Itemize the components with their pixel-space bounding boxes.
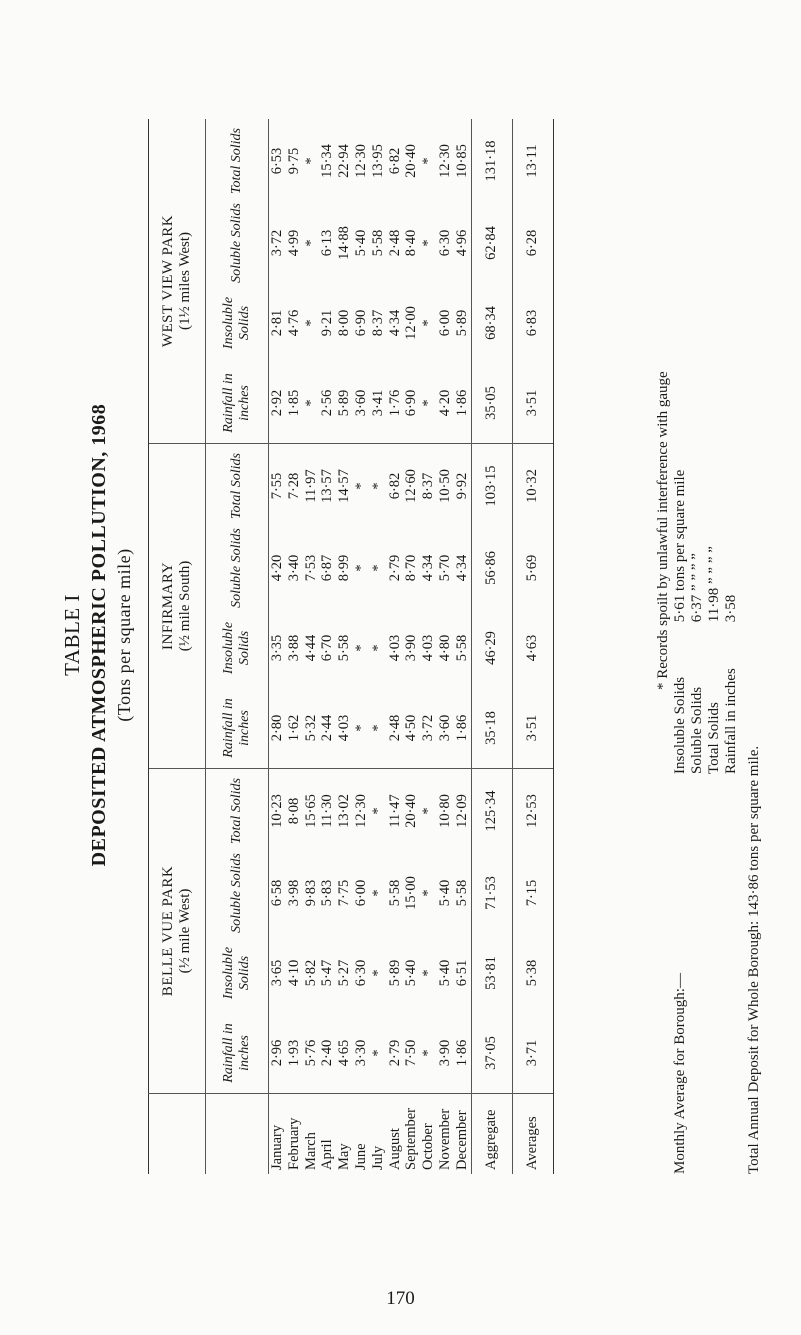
- table-row: [454, 119, 471, 1174]
- table-cell: 3·35: [269, 634, 285, 662]
- table-cell: 12·30: [352, 794, 369, 828]
- summary-cell: 4·63: [512, 608, 553, 688]
- table-cell: 4·10: [285, 959, 302, 987]
- table-cell: 4·34: [420, 554, 437, 582]
- table-row: [437, 119, 454, 1174]
- table-cell: 3·90: [403, 634, 420, 662]
- table-cell: *: [352, 564, 369, 572]
- table-cell: 20·40: [403, 794, 420, 828]
- column-header: Insoluble Solids: [206, 933, 269, 1013]
- monthly-average-value: 11·98 ” ” ” ”: [706, 546, 722, 623]
- month-label: June: [353, 1094, 370, 1175]
- table-cell: 3·60: [437, 688, 454, 769]
- table-cell: 3·72: [269, 229, 285, 257]
- table-cell: 6·00: [352, 879, 369, 907]
- table-cell: 8·00: [336, 309, 353, 337]
- table-cell: 3·90: [437, 1013, 454, 1094]
- table-cell: 10·50: [436, 469, 453, 503]
- table-cell: 12·60: [403, 469, 420, 503]
- monthly-average-value: 6·37 ” ” ” ”: [689, 553, 705, 623]
- table-cell: 20·40: [403, 144, 420, 178]
- month-label: April: [319, 1094, 336, 1175]
- table-cell: 22·94: [336, 144, 353, 178]
- table-cell: 13·57: [319, 469, 336, 503]
- station-name: INFIRMARY: [160, 562, 176, 650]
- table-cell: *: [353, 688, 370, 769]
- table-cell: 2·56: [319, 363, 336, 444]
- month-label: May: [336, 1094, 353, 1175]
- table-cell: 8·70: [403, 554, 420, 582]
- station-name: BELLE VUE PARK: [160, 865, 176, 997]
- table-cell: 4·65: [336, 1013, 353, 1094]
- pollution-table: [148, 119, 554, 1174]
- table-cell: 8·37: [420, 472, 437, 500]
- table-cell: 3·41: [370, 363, 387, 444]
- table-cell: 5·58: [453, 879, 470, 907]
- table-cell: 6·90: [352, 309, 369, 337]
- table-cell: *: [303, 363, 320, 444]
- summary-cell: 13·11: [512, 119, 553, 203]
- table-cell: 2·80: [269, 688, 286, 769]
- station-header: [149, 119, 206, 444]
- table-cell: 4·03: [336, 688, 353, 769]
- page-number: 170: [386, 1288, 415, 1309]
- table-cell: 13·95: [369, 144, 386, 178]
- monthly-average-label: Monthly Average for Borough:—: [672, 973, 688, 1174]
- table-cell: 5·58: [369, 229, 386, 257]
- table-cell: 4·99: [285, 229, 302, 257]
- table-cell: 5·40: [403, 959, 420, 987]
- monthly-average-item: [706, 464, 723, 774]
- table-cell: *: [369, 889, 386, 897]
- summary-cell: 103·15: [471, 444, 512, 529]
- table-cell: 7·53: [302, 554, 319, 582]
- summary-cell: 10·32: [512, 444, 553, 529]
- table-cell: 8·40: [403, 229, 420, 257]
- table-cell: 9·21: [319, 309, 336, 337]
- table-row: [420, 119, 437, 1174]
- table-cell: 14·88: [336, 226, 353, 260]
- table-cell: 5·76: [303, 1013, 320, 1094]
- month-label: October: [420, 1094, 437, 1175]
- table-cell: 7·28: [285, 472, 302, 500]
- table-cell: *: [352, 482, 369, 490]
- summary-cell: 7·15: [512, 853, 553, 933]
- table-cell: *: [369, 482, 386, 490]
- summary-cell: 53·81: [471, 933, 512, 1013]
- table-cell: 5·32: [303, 688, 320, 769]
- table-label: TABLE I: [60, 594, 84, 676]
- summary-cell: 3·71: [512, 1013, 553, 1094]
- table-row: [353, 119, 370, 1174]
- table-cell: 2·81: [269, 309, 285, 337]
- table-cell: 4·03: [420, 634, 437, 662]
- summary-cell: 12·53: [512, 769, 553, 854]
- summary-cell: 131·18: [471, 119, 512, 203]
- table-cell: *: [420, 157, 437, 165]
- table-cell: 6·90: [403, 363, 420, 444]
- table-cell: 2·79: [387, 1013, 404, 1094]
- summary-cell: 35·18: [471, 688, 512, 769]
- table-cell: 8·08: [285, 797, 302, 825]
- table-cell: 6·30: [352, 959, 369, 987]
- table-cell: 2·92: [269, 363, 286, 444]
- table-cell: 10·23: [269, 794, 285, 828]
- table-cell: 11·47: [386, 794, 403, 828]
- monthly-average-name: Soluble Solids: [689, 686, 705, 774]
- table-cell: *: [420, 969, 437, 977]
- table-row: [336, 119, 353, 1174]
- table-cell: 6·87: [319, 554, 336, 582]
- table-cell: 5·89: [386, 959, 403, 987]
- table-cell: 9·83: [302, 879, 319, 907]
- table-row: [387, 119, 404, 1174]
- table-cell: 10·80: [436, 794, 453, 828]
- summary-cell: 56·86: [471, 528, 512, 608]
- month-header: [206, 1094, 269, 1175]
- monthly-average-list: [672, 464, 740, 774]
- table-cell: 2·48: [387, 688, 404, 769]
- column-header: Soluble Solids: [206, 203, 269, 283]
- table-cell: *: [369, 807, 386, 815]
- table-cell: 4·03: [386, 634, 403, 662]
- table-cell: 15·34: [319, 144, 336, 178]
- table-cell: 11·97: [302, 469, 319, 503]
- column-header: Soluble Solids: [206, 528, 269, 608]
- table-cell: *: [369, 644, 386, 652]
- table-cell: *: [420, 1013, 437, 1094]
- table-row: [303, 119, 320, 1174]
- table-cell: 1·86: [454, 688, 471, 769]
- month-label: July: [370, 1094, 387, 1175]
- summary-cell: 6·83: [512, 283, 553, 363]
- station-distance: (1½ miles West): [177, 231, 193, 331]
- table-cell: 6·82: [386, 472, 403, 500]
- averages-row: [512, 119, 553, 1174]
- total-annual-deposit: Total Annual Deposit for Whole Borough: 143·86 tons per square mile.: [746, 745, 762, 1174]
- table-title: DEPOSITED ATMOSPHERIC POLLUTION, 1968: [88, 403, 110, 867]
- table-cell: 4·76: [285, 309, 302, 337]
- table-cell: 15·65: [302, 794, 319, 828]
- station-distance: (½ mile West): [177, 888, 193, 974]
- column-header-row: [206, 119, 269, 1174]
- month-label: November: [437, 1094, 454, 1175]
- table-cell: 12·00: [403, 306, 420, 340]
- table-cell: 7·55: [269, 472, 285, 500]
- table-cell: 15·00: [403, 876, 420, 910]
- table-cell: 5·40: [436, 959, 453, 987]
- table-cell: 6·58: [269, 879, 285, 907]
- station-header: [149, 769, 206, 1094]
- monthly-average-item: [723, 464, 740, 774]
- column-header: Total Solids: [206, 769, 269, 854]
- column-header: Insoluble Solids: [206, 283, 269, 363]
- table-cell: 12·30: [436, 144, 453, 178]
- table-cell: 12·30: [352, 144, 369, 178]
- footnote: * Records spoilt by unlawful interference with gauge: [655, 371, 671, 690]
- summary-cell: 71·53: [471, 853, 512, 933]
- table-cell: 3·30: [353, 1013, 370, 1094]
- table-cell: 3·60: [353, 363, 370, 444]
- table-cell: *: [420, 319, 437, 327]
- column-header: Total Solids: [206, 444, 269, 529]
- table-cell: 3·72: [420, 688, 437, 769]
- table-cell: *: [302, 157, 319, 165]
- table-row: [286, 119, 303, 1174]
- table-cell: 5·27: [336, 959, 353, 987]
- table-cell: 4·20: [437, 363, 454, 444]
- monthly-average-value: 5·61 tons per square mile: [672, 469, 688, 623]
- monthly-average-item: [672, 464, 689, 774]
- summary-cell: 3·51: [512, 688, 553, 769]
- summary-cell: 3·51: [512, 363, 553, 444]
- station-name: WEST VIEW PARK: [160, 214, 176, 348]
- table-cell: 14·57: [336, 469, 353, 503]
- month-label: March: [303, 1094, 320, 1175]
- table-cell: 2·40: [319, 1013, 336, 1094]
- table-cell: 5·47: [319, 959, 336, 987]
- month-label: February: [286, 1094, 303, 1175]
- table-cell: 1·76: [387, 363, 404, 444]
- table-cell: *: [352, 644, 369, 652]
- table-cell: 2·96: [269, 1013, 286, 1094]
- table-cell: 3·98: [285, 879, 302, 907]
- table-cell: 4·44: [302, 634, 319, 662]
- aggregate-row: [471, 119, 512, 1174]
- table-subtitle: (Tons per square mile): [114, 548, 134, 722]
- monthly-average-value: 3·58: [723, 594, 739, 623]
- table-cell: 8·37: [369, 309, 386, 337]
- monthly-average-name: Rainfall in inches: [723, 668, 739, 774]
- table-cell: 2·44: [319, 688, 336, 769]
- column-header: Rainfall in inches: [206, 363, 269, 444]
- table-cell: 4·20: [269, 554, 285, 582]
- summary-cell: 68·34: [471, 283, 512, 363]
- column-header: Rainfall in inches: [206, 1013, 269, 1094]
- summary-label: Aggregate: [471, 1094, 512, 1175]
- table-cell: *: [302, 239, 319, 247]
- month-label: December: [454, 1094, 471, 1175]
- table-cell: *: [370, 688, 387, 769]
- table-cell: 6·00: [436, 309, 453, 337]
- table-cell: 3·40: [285, 554, 302, 582]
- table-cell: *: [369, 969, 386, 977]
- table-cell: 5·40: [352, 229, 369, 257]
- table-cell: 9·75: [285, 147, 302, 175]
- table-cell: 6·53: [269, 147, 285, 175]
- table-cell: 1·86: [454, 1013, 471, 1094]
- table-cell: 5·89: [336, 363, 353, 444]
- table-row: [319, 119, 336, 1174]
- summary-cell: 5·69: [512, 528, 553, 608]
- table-cell: 3·88: [285, 634, 302, 662]
- summary-cell: 125·34: [471, 769, 512, 854]
- table-cell: 5·58: [336, 634, 353, 662]
- column-header: Soluble Solids: [206, 853, 269, 933]
- monthly-average-name: Total Solids: [706, 702, 722, 774]
- monthly-average-item: [689, 464, 706, 774]
- table-cell: *: [420, 239, 437, 247]
- summary-cell: 62·84: [471, 203, 512, 283]
- corner-cell: [149, 1094, 206, 1175]
- summary-cell: 35·05: [471, 363, 512, 444]
- table-cell: *: [302, 319, 319, 327]
- column-header: Total Solids: [206, 119, 269, 203]
- table-cell: 1·62: [286, 688, 303, 769]
- table-cell: 4·50: [403, 688, 420, 769]
- table-cell: *: [420, 807, 437, 815]
- table-row: [370, 119, 387, 1174]
- monthly-average-name: Insoluble Solids: [672, 676, 688, 774]
- table-cell: 1·85: [286, 363, 303, 444]
- table-cell: 6·13: [319, 229, 336, 257]
- table-cell: 5·83: [319, 879, 336, 907]
- table-cell: 11·30: [319, 794, 336, 828]
- month-label: September: [403, 1094, 420, 1175]
- table-cell: 10·85: [453, 144, 470, 178]
- table-cell: 8·99: [336, 554, 353, 582]
- table-cell: 4·34: [386, 309, 403, 337]
- table-row: [269, 119, 286, 1174]
- table-cell: 1·86: [454, 363, 471, 444]
- table-cell: 5·58: [386, 879, 403, 907]
- table-cell: 4·80: [436, 634, 453, 662]
- summary-cell: 5·38: [512, 933, 553, 1013]
- table-cell: 9·92: [453, 472, 470, 500]
- table-cell: 7·50: [403, 1013, 420, 1094]
- summary-cell: 46·29: [471, 608, 512, 688]
- table-cell: 2·79: [386, 554, 403, 582]
- summary-label: Averages: [512, 1094, 553, 1175]
- station-distance: (½ mile South): [177, 560, 193, 652]
- column-header: Insoluble Solids: [206, 608, 269, 688]
- table-cell: 7·75: [336, 879, 353, 907]
- table-cell: 1·93: [286, 1013, 303, 1094]
- month-label: August: [387, 1094, 404, 1175]
- table-cell: 12·09: [453, 794, 470, 828]
- table-cell: *: [369, 564, 386, 572]
- table-cell: 6·30: [436, 229, 453, 257]
- summary-cell: 6·28: [512, 203, 553, 283]
- table-row: [403, 119, 420, 1174]
- summary-cell: 37·05: [471, 1013, 512, 1094]
- table-cell: *: [370, 1013, 387, 1094]
- table-cell: 6·51: [453, 959, 470, 987]
- table-cell: 4·96: [453, 229, 470, 257]
- table-cell: 13·02: [336, 794, 353, 828]
- table-cell: 6·82: [386, 147, 403, 175]
- table-cell: *: [420, 363, 437, 444]
- station-header: [149, 444, 206, 769]
- table-cell: 4·34: [453, 554, 470, 582]
- table-cell: 5·70: [436, 554, 453, 582]
- table-cell: 3·65: [269, 959, 285, 987]
- table-cell: 5·40: [436, 879, 453, 907]
- table-cell: *: [420, 889, 437, 897]
- table-cell: 2·48: [386, 229, 403, 257]
- table-cell: 5·82: [302, 959, 319, 987]
- table-cell: 5·58: [453, 634, 470, 662]
- table-cell: 5·89: [453, 309, 470, 337]
- month-label: January: [269, 1094, 286, 1175]
- column-header: Rainfall in inches: [206, 688, 269, 769]
- table-cell: 6·70: [319, 634, 336, 662]
